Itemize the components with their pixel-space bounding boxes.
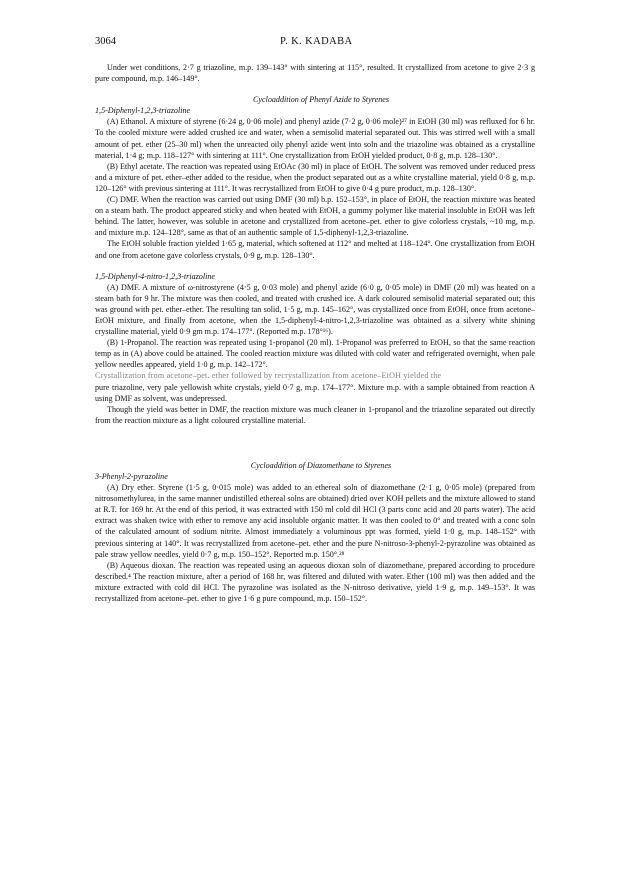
section-title-diazomethane: Cycloaddition of Diazomethane to Styrenes	[250, 460, 392, 470]
compound-title-nitro-triazoline: 1,5-Diphenyl-4-nitro-1,2,3-triazoline	[95, 271, 215, 281]
running-head: P. K. KADABA	[280, 36, 353, 47]
procedure-dry-ether: (A) Dry ether. Styrene (1·5 g, 0·015 mole) was added to an ethereal soln of diazomethane (2·1 g, 0·05 mole) (prepared from nitrosomethylurea, in the same manner undistilled ethereal solns are obtained) dried over KOH pellets and the mixture allowed to stand at R.T. for 169 hr. At the end of this period, it was extracted with 150 ml cold dil HCl (3 parts conc acid and 20 parts water). The acid extract was shaken twice with ether to remove any acid insoluble organic matter. It was then cooled to 0° and treated with a conc soln of the calculated amount of sodium nitrite. Almost immediately a voluminous ppt was formed, yield 1·0 g, m.p. 148–152° with previous sintering at 140°. It was recrystallized from acetone–pet. ether and the pure N-nitroso-3-phenyl-2-pyrazoline was obtained as pale straw yellow needles, yield 0·7 g, m.p. 150–152°. Reported m.p. 150°.²⁸	[95, 483, 535, 559]
article-body	[95, 62, 535, 604]
section-title-phenyl-azide: Cycloaddition of Phenyl Azide to Styrenes	[253, 95, 389, 105]
procedure-propanol-blurred-line: Crystallization from acetone–pet. ether followed by recrystallization from acetone–EtOH yielded the	[95, 371, 442, 381]
procedure-dmf: (C) DMF. When the reaction was carried out using DMF (30 ml) b.p. 152–153°, in place of EtOH, the reaction mixture was heated on a steam bath. The product appeared sticky and when heated with EtOH, a gummy polymer like material insoluble in EtOH was left behind. The latter, however, was soluble in acetone and crystallized from acetone–pet. ether to give colorless crystals, ~10 mg, m.p. and mixture m.p. 124–128°, same as that of an authentic sample of 1,5-diphenyl-1,2,3-triazoline.	[95, 195, 535, 238]
page-number: 3064	[95, 36, 116, 47]
procedure-etoh-fraction: The EtOH soluble fraction yielded 1·65 g, material, which softened at 112° and melted at 118–124°. One crystallization from EtOH and one from acetone gave colorless crystals, 0·9 g, m.p. 128–130°.	[95, 239, 535, 260]
compound-title-diphenyl-triazoline: 1,5-Diphenyl-1,2,3-triazoline	[95, 106, 191, 116]
page-header	[95, 36, 534, 50]
procedure-comparison: Though the yield was better in DMF, the reaction mixture was much cleaner in 1-propanol and the triazoline separated out directly from the reaction mixture as a light coloured crystalline material.	[95, 404, 535, 425]
compound-title-phenyl-pyrazoline: 3-Phenyl-2-pyrazoline	[95, 472, 168, 481]
procedure-nitro-dmf: (A) DMF. A mixture of ω-nitrostyrene (4·5 g, 0·03 mole) and phenyl azide (6·0 g, 0·05 mole) in DMF (20 ml) was heated on a steam bath for 9 hr. The mixture was then cooled, and treated with crushed ice. A dark coloured semisolid material separated out; this was ground with pet. ether–ether. The resulting tan solid, 1·5 g, m.p. 145–162°, was crystallized once from EtOH, once from acetone–EtOH mixture, and finally from acetone, when the 1,5-diphenyl-4-nitro-1,2,3-triazoline was obtained as a silvery white shining crystalline material, yield 0·9 gm m.p. 174–177°. (Reported m.p. 178°¹⁶).	[95, 282, 535, 337]
procedure-ethanol: (A) Ethanol. A mixture of styrene (6·24 g, 0·06 mole) and phenyl azide (7·2 g, 0·06 mole)²⁷ in EtOH (30 ml) was refluxed for 6 hr. To the cooled mixture were added crushed ice and water, when a semisolid material separated out. This was stirred well with a small amount of pet. ether (25–30 ml) when the unreacted oily phenyl azide went into soln and the triazoline was obtained as a crystalline material, 1·4 g; m.p. 118–127° with sintering at 111°. One crystallization from EtOH yielded product, 0·8 g, m.p. 128–130°.	[95, 117, 535, 160]
paragraph-intro: Under wet conditions, 2·7 g triazoline, m.p. 139–143° with sintering at 115°, resulted. It crystallized from acetone to give 2·3 g pure compound, m.p. 146–149°.	[95, 63, 535, 84]
procedure-ethyl-acetate: (B) Ethyl acetate. The reaction was repeated using EtOAc (30 ml) in place of EtOH. The solvent was removed under reduced press and a mixture of pet. ether–ether added to the residue, when the product separated out as a white crystalline material, yield 0·8 g, m.p. 120–126° with previous sintering at 111°. It was recrystallized from EtOH to give 0·4 g pure product, m.p. 128–130°.	[95, 161, 535, 193]
procedure-propanol-end: pure triazoline, very pale yellowish white crystals, yield 0·7 g, m.p. 174–177°. Mixture m.p. with a sample obtained from reaction A using DMF as solvent, was undepressed.	[95, 382, 535, 403]
procedure-propanol: (B) 1-Propanol. The reaction was repeated using 1-propanol (20 ml). 1-Propanol was preferred to EtOH, so that the same reaction temp as in (A) above could be attained. The cooled reaction mixture was diluted with cold water and refrigerated overnight, when pale yellow needles appeared, yield 1·0 g, m.p. 142–172°.	[95, 338, 535, 370]
procedure-aqueous-dioxan: (B) Aqueous dioxan. The reaction was repeated using an aqueous dioxan soln of diazomethane, prepared according to procedure described.⁴ The reaction mixture, after a period of 168 hr, was filtered and diluted with water. Ether (100 ml) was then added and the mixture extracted with cold dil HCl. The pyrazoline was isolated as the N-nitroso derivative, yield 1·9 g, m.p. 149–153°. It was recrystallized from acetone–pet. ether to give 1·6 g pure compound, m.p. 150–152°.	[95, 560, 535, 604]
